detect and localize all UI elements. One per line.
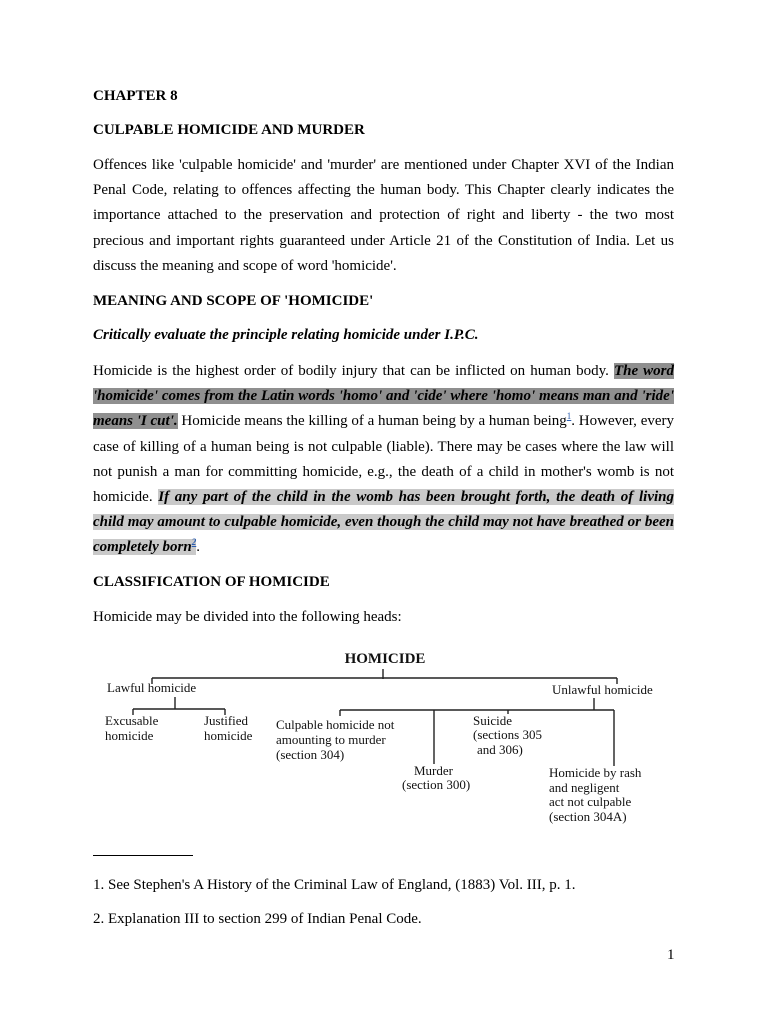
- diagram-culpable-3: (section 304): [276, 747, 345, 762]
- footnote-separator: [93, 855, 193, 856]
- diagram-justified-2: homicide: [204, 728, 253, 743]
- homicide-paragraph: [93, 359, 674, 561]
- highlight-child-rule: If any part of the child in the womb has been brought forth, the death of living child may amount to culpable homicide, even though the child may not have breathed or been completely born$^2$: [93, 489, 674, 556]
- highlight-etymology: The word 'homicide' comes from the Latin words 'homo' and 'cide' where 'homo' means man and 'ride' means 'I cut'.: [93, 363, 674, 430]
- diagram-root: HOMICIDE: [344, 651, 426, 667]
- section-heading-meaning: MEANING AND SCOPE OF 'HOMICIDE': [93, 293, 374, 309]
- intro-paragraph: Offences like 'culpable homicide' and 'murder' are mentioned under Chapter XVI of the Indian Penal Code, relating to offences affecting the human body. This Chapter clearly indicates the importance attached to the preservation and protection of right and liberty - the two most precious and important rights guaranteed under Article 21 of the Constitution of India. Let us discuss the meaning and scope of word 'homicide'.: [93, 157, 674, 274]
- page-number: 1: [667, 947, 675, 963]
- paragraph-text-mid: Homicide means the killing of a human being by a human being: [177, 413, 567, 430]
- section-heading-classification: CLASSIFICATION OF HOMICIDE: [93, 574, 330, 590]
- diagram-excusable-1: Excusable: [105, 713, 159, 728]
- diagram-excusable-2: homicide: [105, 728, 154, 743]
- chapter-title: CULPABLE HOMICIDE AND MURDER: [93, 122, 365, 138]
- diagram-murder-1: Murder: [414, 763, 453, 778]
- diagram-justified-1: Justified: [204, 713, 249, 728]
- paragraph-text-start: Homicide is the highest order of bodily injury that can be inflicted on human body.: [93, 363, 614, 379]
- diagram-unlawful: Unlawful homicide: [552, 682, 653, 697]
- diagram-suicide-1: Suicide: [473, 713, 512, 728]
- chapter-label: CHAPTER 8: [93, 88, 178, 104]
- paragraph-text-end: .: [196, 539, 200, 556]
- diagram-suicide-3: and 306): [477, 742, 523, 757]
- diagram-rash-2: and negligent: [549, 780, 620, 795]
- diagram-culpable-1: Culpable homicide not: [276, 717, 395, 732]
- diagram-rash-1: Homicide by rash: [549, 765, 642, 780]
- footnote-ref-2[interactable]: 2: [191, 537, 197, 548]
- diagram-murder-2: (section 300): [402, 777, 471, 792]
- diagram-rash-3: act not culpable: [549, 794, 632, 809]
- footnote-ref-1[interactable]: 1: [566, 411, 572, 422]
- diagram-rash-4: (section 304A): [549, 809, 627, 824]
- classification-lead: Homicide may be divided into the following heads:: [93, 609, 402, 625]
- diagram-suicide-2: (sections 305: [473, 727, 542, 742]
- question-line: Critically evaluate the principle relating homicide under I.P.C.: [93, 327, 479, 343]
- diagram-culpable-2: amounting to murder: [276, 732, 386, 747]
- diagram-lawful: Lawful homicide: [107, 680, 197, 695]
- footnote-1: 1. See Stephen's A History of the Criminal Law of England, (1883) Vol. III, p. 1.: [93, 877, 576, 893]
- footnote-2: 2. Explanation III to section 299 of Indian Penal Code.: [93, 911, 422, 927]
- paragraph-text-mid-2: . However, every case of killing of a human being is not culpable (liable). There may be cases where the law will not punish a man for committing homicide, e.g., the death of a child in mother's womb is not homicide.: [93, 413, 674, 506]
